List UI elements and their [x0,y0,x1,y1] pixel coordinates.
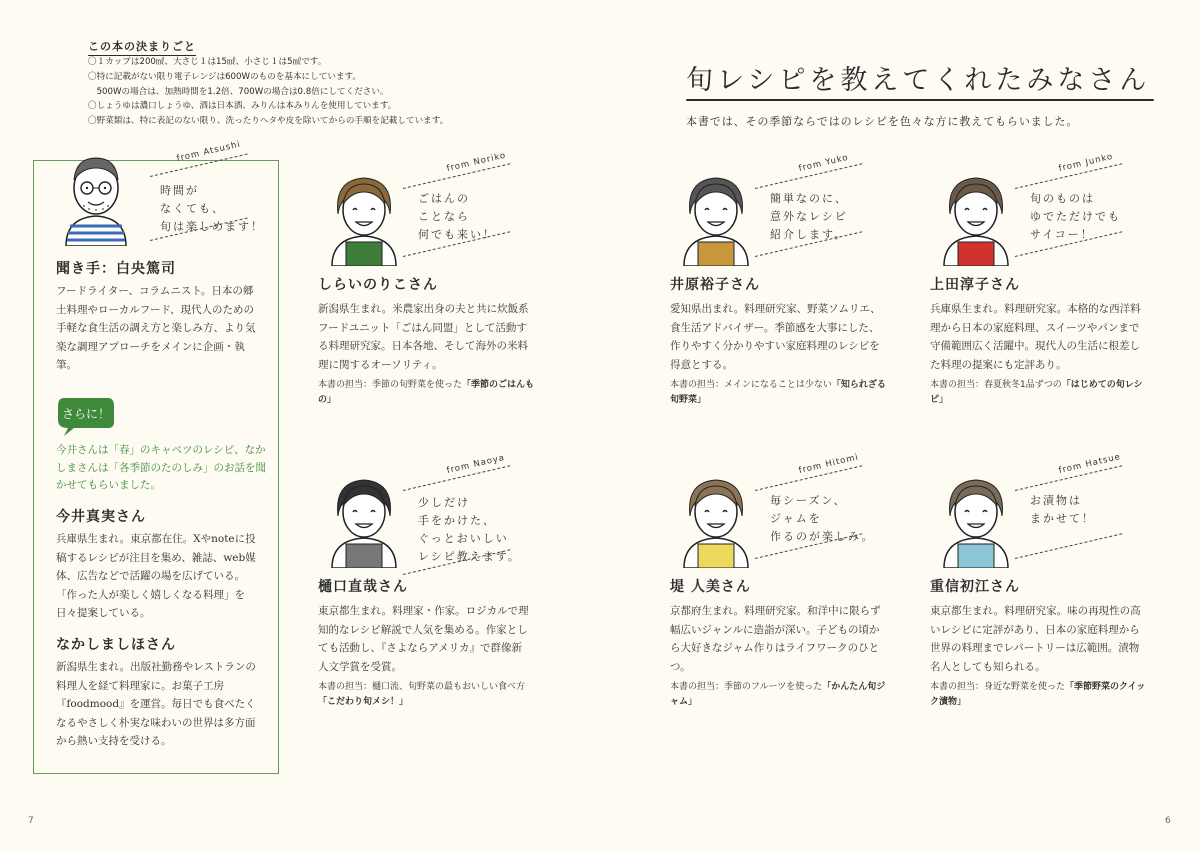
bubble-line: ことなら [418,210,470,223]
person-name: なかしましほさん [56,637,176,653]
person-bio: 新潟県生まれ。出版社勤務やレストランの料理人を経て料理家に。お菓子工房『foodmood』を運営。毎日でも食べたくなるやさしく朴実な味わいの世界は多方面から熱い支持を受ける。 [56,661,256,748]
rules-list [88,55,448,129]
assignment [930,378,1152,408]
assignment [318,378,540,408]
assign-bold: 「知られざる旬野菜」 [670,380,886,405]
page-number-left: 7 [28,816,34,826]
page-title: 旬レシピを教えてくれたみなさん [686,58,1150,97]
speech-bubble [1030,492,1095,528]
contributor-name: しらいのりこさん [318,277,438,293]
rule-line: 500Wの場合は、加熱時間を1.2倍、700Wの場合は0.8倍にしてください。 [88,86,389,97]
bubble-line: サイコー！ [1030,228,1094,241]
speech-bubble [418,494,521,566]
contributor-bio: 兵庫県生まれ。料理研究家。本格的な西洋料理から日本の家庭料理、スイーツやパンまで守備範囲広く活躍中。現代人の生活に根差した料理の提案にも定評あり。 [930,303,1141,371]
assign-plain: 季節の旬野菜を使った [372,380,463,390]
avatar-portrait [676,170,756,266]
bubble-line: 旬は楽しめます！ [160,220,264,233]
avatar-portrait [324,170,404,266]
rule-line: 〇しょうゆは濃口しょうゆ、酒は日本酒、みりんは本みりんを使用しています。 [88,101,397,112]
bubble-line: ジャムを [770,512,822,525]
interviewer-name: 聞き手：白央篤司 [56,261,176,277]
contributor-name: 上田淳子さん [930,277,1020,293]
bubble-line: 毎シーズン、 [770,494,847,507]
from-label: from Noriko [445,150,508,174]
from-label: from Hatsue [1057,451,1122,476]
assign-label: 本書の担当： [670,380,725,390]
page-number-right: 6 [1165,816,1171,826]
sarani-badge [56,396,116,436]
assign-bold: 「かんたん旬ジャム」 [670,682,886,707]
speech-bubble [160,182,264,236]
rule-line: 〇特に記載がない限り電子レンジは600Wのものを基本にしています。 [88,71,362,82]
assign-plain: メインになることは少ない [724,380,832,390]
contributor-name: 重信初江さん [930,579,1020,595]
from-label: from Junko [1057,151,1115,174]
avatar-portrait [324,472,404,568]
speech-bubble [418,190,496,244]
assign-plain: 身近な野菜を使った [984,682,1066,692]
assign-label: 本書の担当： [318,380,373,390]
avatar-portrait [936,170,1016,266]
contributor-name: 樋口直哉さん [318,579,408,595]
assignment [670,378,892,408]
person-name: 今井真実さん [56,509,146,525]
dashed-line [1015,533,1122,559]
contributor-bio: 東京都生まれ。料理研究家。味の再現性の高いレシピに定評があり、日本の家庭料理から世界の料理までレパートリーは広範囲。漬物名人としても知られる。 [930,605,1141,673]
bubble-line: 何でも来い！ [418,228,496,241]
bubble-line: 意外なレシピ [770,210,848,223]
interviewer-bio: フードライター、コラムニスト。日本の郷土料理やローカルフード、現代人のための手軽な食生活の調え方と楽しみ方、より気楽な調理アプローチをメインに企画・執筆。 [56,285,256,372]
assign-bold: 「はじめての旬レシピ」 [930,380,1143,405]
contributor-name: 堤 人美さん [670,579,751,595]
avatar-portrait [936,472,1016,568]
person-bio: 兵庫県生まれ。東京都在住。Xやnoteに投稿するレシピが注目を集め、雑誌、web媒体、広告などで活躍の場を広げている。「作った人が楽しく嬉しくなる料理」を日々提案している。 [56,533,256,620]
bubble-line: 少しだけ [418,496,470,509]
rules-title: この本の決まりごと [88,40,196,53]
bubble-line: ゆでただけでも [1030,210,1121,223]
page-subtitle: 本書では、その季節ならではのレシピを色々な方に教えてもらいました。 [686,115,1079,128]
assign-label: 本書の担当： [318,682,373,692]
from-label: from Hitomi [797,452,860,476]
bubble-line: 紹介します。 [770,228,848,241]
from-label: from Yuko [797,152,850,174]
bubble-line: 時間が [160,184,199,197]
assign-plain: 季節のフルーツを使った [724,682,823,692]
from-label: from Naoya [445,452,506,476]
extra-note: 今井さんは「春」のキャベツのレシピ、なかしまさんは「各季節のたのしみ」のお話を聞かせてもらいました。 [56,444,266,491]
contributor-bio: 新潟県生まれ。米農家出身の夫と共に炊飯系フードユニット「ごはん同盟」として活動する料理研究家。日本各地、そして海外の米料理に関するオーソリティ。 [318,303,529,371]
assign-label: 本書の担当： [670,682,725,692]
assignment [318,680,540,710]
assignment [930,680,1152,710]
contributor-bio: 愛知県出まれ。料理研究家、野菜ソムリエ、食生活アドバイザー。季節感を大事にした、作りやすく分かりやすい家庭料理のレシピを得意とする。 [670,303,881,371]
assign-bold: 「季節のごはんもの」 [318,380,535,405]
bubble-line: 旬のものは [1030,192,1095,205]
contributor-bio: 京都府生まれ。料理研究家。和洋中に限らず幅広いジャンルに造詣が深い。子どもの頃から大好きなジャム作りはライフワークのひとつ。 [670,605,881,673]
assign-bold: 「季節野菜のクイック漬物」 [930,682,1146,707]
bubble-line: 作るのが楽しみ。 [770,530,875,543]
rule-line: 〇野菜類は、特に表記のない限り、洗ったりヘタや皮を除いてからの手順を記載しています。 [88,116,449,127]
bubble-line: ぐっとおいしい [418,532,509,545]
avatar-atsushi [58,152,134,246]
assign-label: 本書の担当： [930,380,985,390]
rule-line: 〇１カップは200㎖、大さじ１は15㎖、小さじ１は5㎖です。 [88,57,327,67]
avatar-portrait [676,472,756,568]
bubble-line: 簡単なのに、 [770,192,848,205]
bubble-line: 手をかけた、 [418,514,496,527]
assign-bold: 「こだわり旬メシ！」 [318,697,409,707]
speech-bubble [1030,190,1121,244]
bubble-line: なくても、 [160,202,225,215]
bubble-line: お漬物は [1030,494,1082,507]
assign-plain: 春夏秋冬1品ずつの [984,380,1062,390]
assign-label: 本書の担当： [930,682,985,692]
contributor-name: 井原裕子さん [670,277,760,293]
speech-bubble [770,190,848,244]
bubble-line: まかせて！ [1030,512,1095,525]
contributor-bio: 東京都生まれ。料理家・作家。ロジカルで理知的なレシピ解説で人気を集める。作家としても活動し、『さよならアメリカ』で群像新人文学賞を受賞。 [318,605,529,673]
bubble-line: レシピ教えます。 [418,550,521,563]
badge-label: さらに！ [61,407,111,421]
assignment [670,680,892,710]
bubble-line: ごはんの [418,192,470,205]
speech-bubble [770,492,875,546]
from-label: from Atsushi [175,139,242,164]
assign-plain: 樋口流、旬野菜の最もおいしい食べ方 [372,682,526,692]
